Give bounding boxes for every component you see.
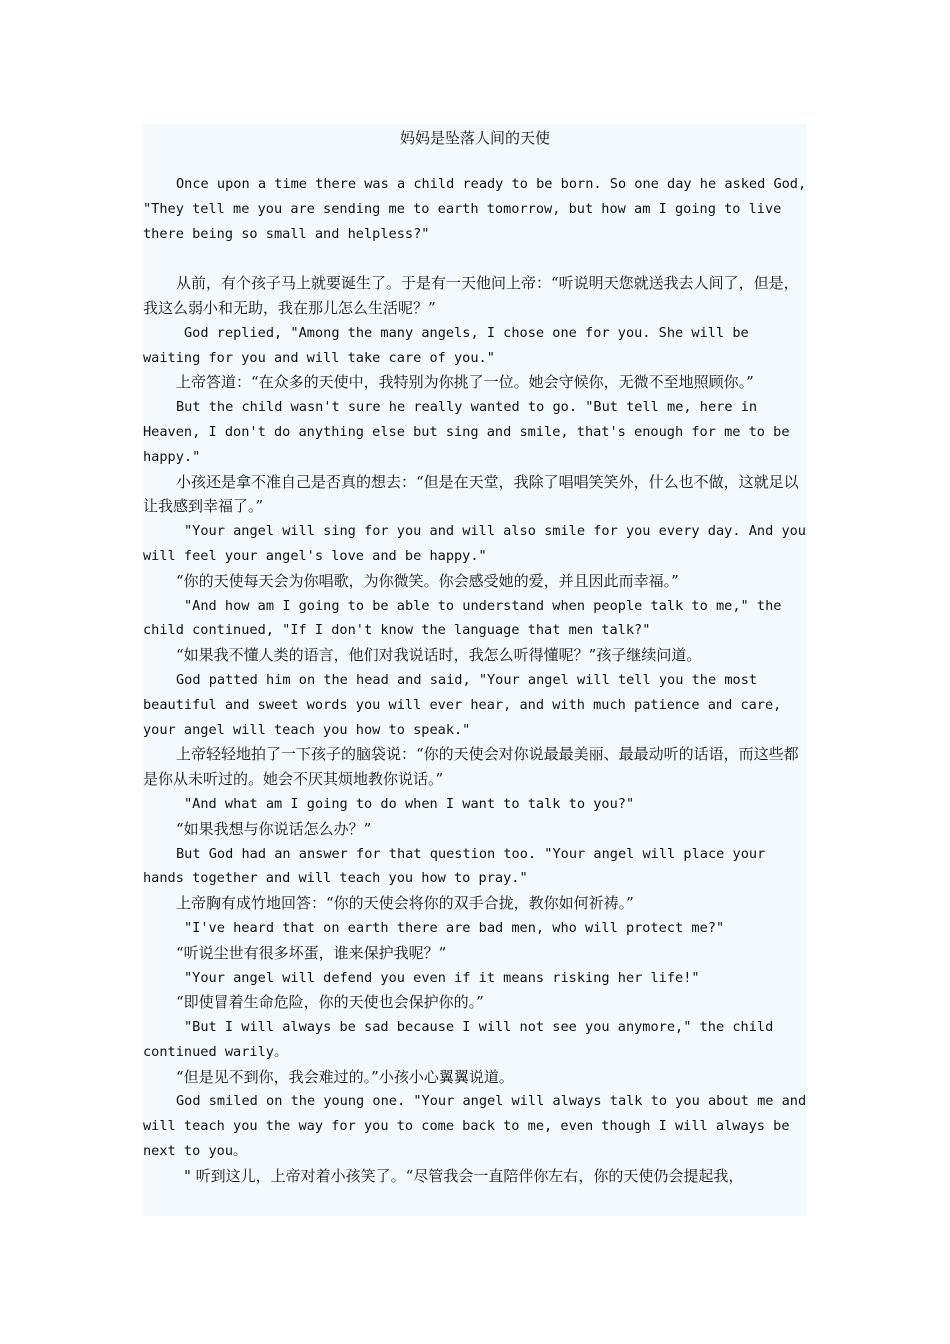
paragraph-en: God patted him on the head and said, "Your angel will tell you the most beautiful and sweet words you will ever hear, and with much patience and care, your angel will teach you how to speak." [143, 671, 782, 738]
paragraph-en: "Your angel will sing for you and will also smile for you every day. And you will feel your angel's love and be happy." [143, 523, 806, 564]
paragraph-en: "And what am I going to do when I want to talk to you?" [184, 795, 635, 812]
document-text-block [143, 124, 807, 1216]
paragraph-en: God smiled on the young one. "Your angel will always talk to you about me and will teach you the way for you to come back to me, even though I will always be next to you。 [143, 1093, 807, 1160]
paragraph-zh: " 听到这儿，上帝对着小孩笑了。“尽管我会一直陪伴你左右，你的天使仍会提起我， [184, 1166, 744, 1185]
paragraph-zh: 上帝轻轻地拍了一下孩子的脑袋说：“你的天使会对你说最最美丽、最最动听的话语，而这些都是你从未听过的。她会不厌其烦地教你说话。” [143, 745, 799, 789]
paragraph-en: "But I will always be sad because I will not see you anymore," the child continued warily。 [143, 1019, 774, 1060]
paragraph-zh: 从前，有个孩子马上就要诞生了。于是有一天他问上帝：“听说明天您就送我去人间了，但是，我这么弱小和无助，我在那儿怎么生活呢？” [143, 274, 799, 317]
document-title: 妈妈是坠落人间的天使 [399, 129, 550, 147]
paragraph-zh: 小孩还是拿不准自己是否真的想去：“但是在天堂，我除了唱唱笑笑外，什么也不做，这就足以让我感到幸福了。” [143, 472, 799, 516]
paragraph-zh: “即使冒着生命危险，你的天使也会保护你的。” [176, 993, 484, 1012]
paragraph-en: But God had an answer for that question too. "Your angel will place your hands together and will teach you how to pray." [143, 845, 766, 887]
paragraph-zh: “但是见不到你，我会难过的。”小孩小心翼翼说道。 [176, 1067, 514, 1086]
paragraph-en: Once upon a time there was a child ready to be born. So one day he asked God, "They tell me you are sending me to earth tomorrow, but how am I going to live there being so small and helpless?" [143, 176, 807, 242]
paragraph-en: "Your angel will defend you even if it means risking her life!" [184, 969, 700, 986]
paragraph-en: God replied, "Among the many angels, I chose one for you. She will be waiting for you and will take care of you." [143, 324, 749, 366]
paragraph-zh: “如果我想与你说话怎么办？” [176, 819, 372, 838]
paragraph-zh: 上帝胸有成竹地回答：“你的天使会将你的双手合拢，教你如何祈祷。” [176, 894, 634, 913]
paragraph-en: But the child wasn't sure he really wanted to go. "But tell me, here in Heaven, I don't do anything else but sing and smile, that's enough for me to be happy." [143, 399, 790, 465]
paragraph-zh: “你的天使每天会为你唱歌，为你微笑。你会感受她的爱，并且因此而幸福。” [176, 571, 679, 590]
paragraph-en: "I've heard that on earth there are bad men, who will protect me?" [184, 919, 725, 936]
paragraph-en: "And how am I going to be able to understand when people talk to me," the child continued, "If I don't know the language that men talk?" [143, 597, 782, 639]
paragraph-gap [143, 246, 807, 271]
paragraph-zh: “如果我不懂人类的语言，他们对我说话时，我怎么听得懂呢？”孩子继续问道。 [176, 646, 702, 665]
document-body [143, 172, 807, 1189]
paragraph-zh: 上帝答道：“在众多的天使中，我特别为你挑了一位。她会守候你，无微不至地照顾你。” [176, 373, 754, 392]
paragraph-zh: “听说尘世有很多坏蛋，谁来保护我呢？” [176, 943, 447, 962]
